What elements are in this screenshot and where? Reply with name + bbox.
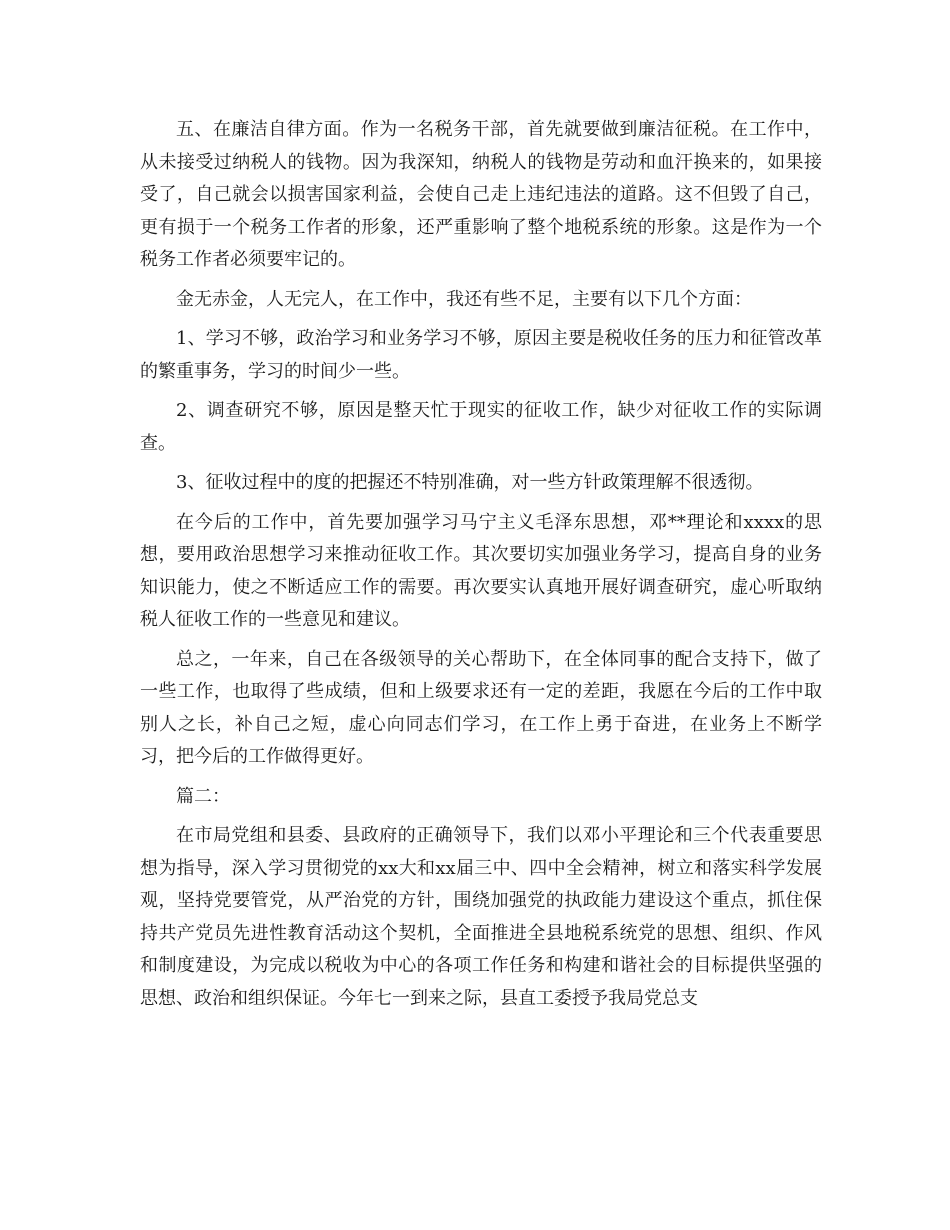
document-page	[140, 114, 822, 1022]
paragraph-future-work: 在今后的工作中，首先要加强学习马宁主义毛泽东思想，邓**理论和xxxx的思想，要用政治思想学习来推动征收工作。其次要切实加强业务学习，提高自身的业务知识能力，使之不断适应工作的需要。再次要实认真地开展好调查研究，虚心听取纳税人征收工作的一些意见和建议。	[140, 511, 822, 630]
paragraph-integrity: 五、在廉洁自律方面。作为一名税务干部，首先就要做到廉洁征税。在工作中，从未接受过纳税人的钱物。因为我深知，纳税人的钱物是劳动和血汗换来的，如果接受了，自己就会以损害国家利益，会使自己走上违纪违法的道路。这不但毁了自己，更有损于一个税务工作者的形象，还严重影响了整个地税系统的形象。这是作为一个税务工作者必须要牢记的。	[140, 119, 822, 270]
paragraph-shortcomings-intro: 金无赤金，人无完人，在工作中，我还有些不足，主要有以下几个方面：	[176, 288, 752, 310]
paragraph-shortcoming-2: 2、调查研究不够，原因是整天忙于现实的征收工作，缺少对征收工作的实际调查。	[140, 400, 822, 454]
paragraph-shortcoming-3: 3、征收过程中的度的把握还不特别准确，对一些方针政策理解不很透彻。	[176, 472, 764, 493]
section-heading-part-two: 篇二：	[176, 785, 230, 807]
paragraph-summary: 总之，一年来，自己在各级领导的关心帮助下，在全体同事的配合支持下，做了一些工作，也取得了些成绩，但和上级要求还有一定的差距，我愿在今后的工作中取别人之长，补自己之短，虚心向同志们学习，在工作上勇于奋进，在业务上不断学习，把今后的工作做得更好。	[140, 648, 822, 767]
paragraph-party-building: 在市局党组和县委、县政府的正确领导下，我们以邓小平理论和三个代表重要思想为指导，深入学习贯彻党的xx大和xx届三中、四中全会精神，树立和落实科学发展观，坚持党要管党，从严治党的方针，围绕加强党的执政能力建设这个重点，抓住保持共产党员先进性教育活动这个契机，全面推进全县地税系统党的思想、组织、作风和制度建设，为完成以税收为中心的各项工作任务和构建和谐社会的目标提供坚强的思想、政治和组织保证。今年七一到来之际，县直工委授予我局党总支	[140, 825, 822, 1009]
paragraph-shortcoming-1: 1、学习不够，政治学习和业务学习不够，原因主要是税收任务的压力和征管改革的繁重事务，学习的时间少一些。	[140, 328, 822, 382]
